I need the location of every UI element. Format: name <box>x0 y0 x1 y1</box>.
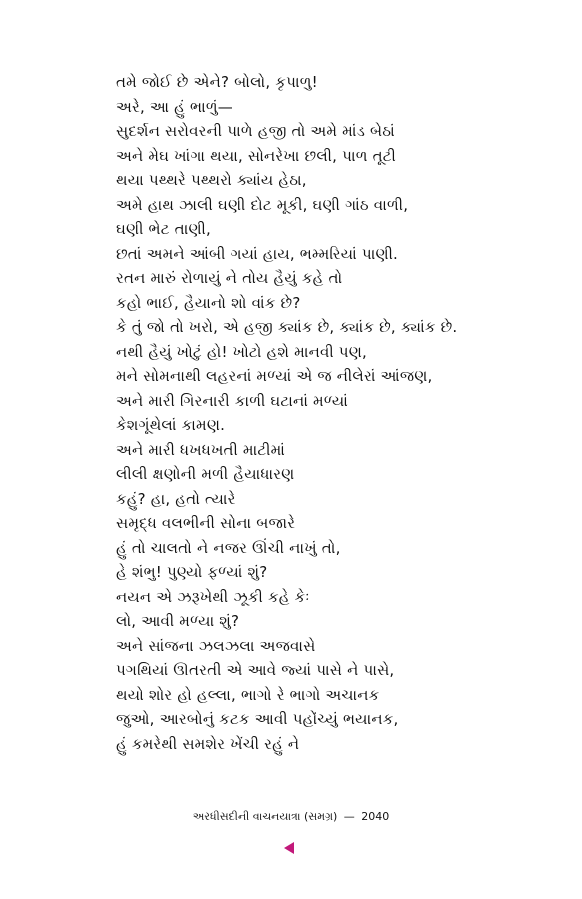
poem-line: અને મેઘ ખાંગા થયા, સોનરેખા છલી, પાળ તૂટી <box>116 146 396 165</box>
poem-line: અરે, આ હું ભાળું— <box>116 97 233 116</box>
poem-line: અને મારી ગિરનારી કાળી ઘટાનાં મળ્યાં <box>116 391 349 410</box>
book-title: અરધીસદીની વાચનયાત્રા (સમગ્ર) <box>192 810 338 823</box>
poem-line: નથી હૈયું ખોટું હો! ખોટો હશે માનવી પણ, <box>116 342 367 361</box>
poem-line: લીલી ક્ષણોની મળી હૈયાધારણ <box>116 465 295 483</box>
poem-line: અમે હાથ ઝાલી ઘણી દોટ મૂકી, ઘણી ગાંઠ વાળી, <box>116 195 409 214</box>
poem-line: હું કમરેથી સમશેર ખેંચી રહું ને <box>116 734 300 753</box>
poem-line: સુદર્શન સરોવરની પાળે હજી તો અમે માંડ બેઠાં <box>116 122 395 140</box>
poem-line: હું તો ચાલતો ને નજર ઊંચી નાખું તો, <box>116 538 341 557</box>
poem-line: કેશગૂંથેલાં કામણ. <box>116 416 226 434</box>
poem-line: થયા પથ્થરે પથ્થરો ક્યાંય હેઠા, <box>116 171 307 189</box>
poem-line: રતન મારું રોળાયું ને તોય હૈયું કહે તો <box>116 269 343 287</box>
previous-page-arrow-icon[interactable] <box>284 842 294 854</box>
page-footer <box>0 810 582 824</box>
poem-line: થયો શોર હો હલ્લા, ભાગો રે ભાગો અચાનક <box>116 685 380 704</box>
poem-line: પગથિયાં ઊતરતી એ આવે જ્યાં પાસે ને પાસે, <box>116 661 395 679</box>
poem-line: સમૃદ્ધ વલભીની સોના બજારે <box>116 514 296 532</box>
poem-line: તમે જોઈ છે એને? બોલો, કૃપાળુ! <box>116 73 318 91</box>
poem-line: ઘણી ભેટ તાણી, <box>116 220 211 238</box>
poem-line: હે શંભુ! પુણ્યો ફળ્યાં શું? <box>116 563 268 581</box>
poem-line: કે તું જો તો ખરો, એ હજી ક્યાંક છે, ક્યાંક છે, ક્યાંક છે. <box>116 318 458 336</box>
poem-line: અને મારી ધખધખતી માટીમાં <box>116 440 286 459</box>
poem-line: લો, આવી મળ્યા શું? <box>116 612 240 630</box>
poem-text-block <box>116 70 516 756</box>
footer-separator: — <box>343 810 355 823</box>
poem-line: છતાં અમને આંબી ગયાં હાય, ભમ્મરિયાં પાણી. <box>116 244 399 263</box>
poem-line: જુઓ, આરબોનું કટક આવી પહોંચ્યું ભયાનક, <box>116 710 399 728</box>
poem-line: કહું? હા, હતો ત્યારે <box>116 489 236 508</box>
poem-line: મને સોમનાથી લહરનાં મળ્યાં એ જ નીલેરાં આંજણ, <box>116 367 433 385</box>
poem-line: કહો ભાઈ, હૈયાનો શો વાંક છે? <box>116 293 301 312</box>
poem-line: અને સાંજના ઝલઝલા અજવાસે <box>116 636 316 655</box>
page-number: 2040 <box>361 810 390 823</box>
poem-line: નયન એ ઝરૂખેથી ઝૂકી કહે કેઃ <box>116 587 310 606</box>
